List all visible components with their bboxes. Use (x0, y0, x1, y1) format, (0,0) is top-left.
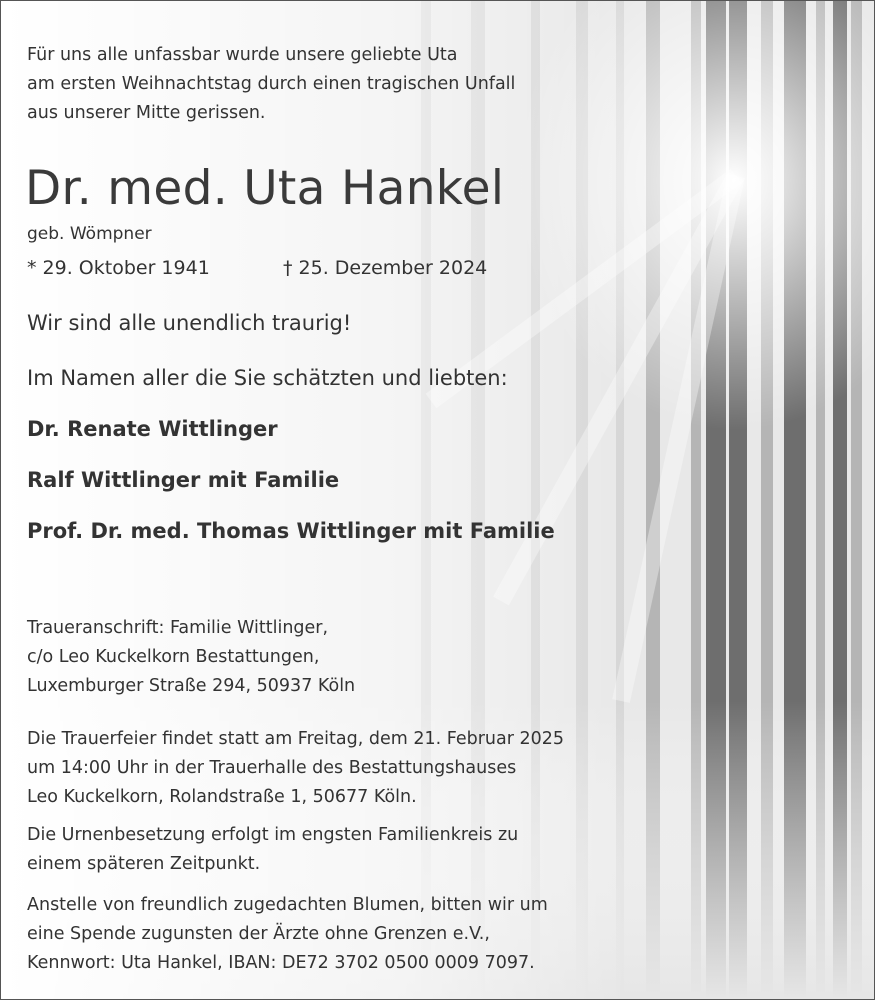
intro-line-2: am ersten Weihnachtstag durch einen tragischen Unfall (27, 74, 516, 94)
urn-line-1: Die Urnenbesetzung erfolgt im engsten Familienkreis zu (27, 825, 519, 845)
mourner-3: Prof. Dr. med. Thomas Wittlinger mit Familie (27, 519, 555, 543)
donation-line-2: eine Spende zugunsten der Ärzte ohne Grenzen e.V., (27, 924, 490, 944)
address-line-3: Luxemburger Straße 294, 50937 Köln (27, 676, 356, 696)
death-date: † 25. Dezember 2024 (283, 257, 488, 279)
donation-line-3: Kennwort: Uta Hankel, IBAN: DE72 3702 0500 0009 7097. (27, 953, 535, 973)
life-dates (27, 257, 488, 279)
donation-line-1: Anstelle von freundlich zugedachten Blumen, bitten wir um (27, 895, 548, 915)
mourner-2: Ralf Wittlinger mit Familie (27, 468, 340, 492)
ceremony-line-2: um 14:00 Uhr in der Trauerhalle des Bestattungshauses (27, 758, 517, 778)
mourners-intro: Im Namen aller die Sie schätzten und liebten: (27, 366, 508, 390)
address-line-2: c/o Leo Kuckelkorn Bestattungen, (27, 647, 320, 667)
intro-line-1: Für uns alle unfassbar wurde unsere geliebte Uta (27, 45, 458, 65)
deceased-name: Dr. med. Uta Hankel (25, 161, 505, 216)
ceremony-line-1: Die Trauerfeier findet statt am Freitag, dem 21. Februar 2025 (27, 729, 565, 749)
grief-statement: Wir sind alle unendlich traurig! (27, 311, 352, 335)
notice-text (1, 1, 874, 999)
intro-line-3: aus unserer Mitte gerissen. (27, 103, 266, 123)
ceremony-line-3: Leo Kuckelkorn, Rolandstraße 1, 50677 Köln. (27, 787, 417, 807)
birth-name: geb. Wömpner (27, 224, 152, 244)
address-line-1: Traueranschrift: Familie Wittlinger, (27, 618, 329, 638)
birth-date: * 29. Oktober 1941 (27, 257, 210, 279)
urn-line-2: einem späteren Zeitpunkt. (27, 854, 261, 874)
mourner-1: Dr. Renate Wittlinger (27, 417, 278, 441)
